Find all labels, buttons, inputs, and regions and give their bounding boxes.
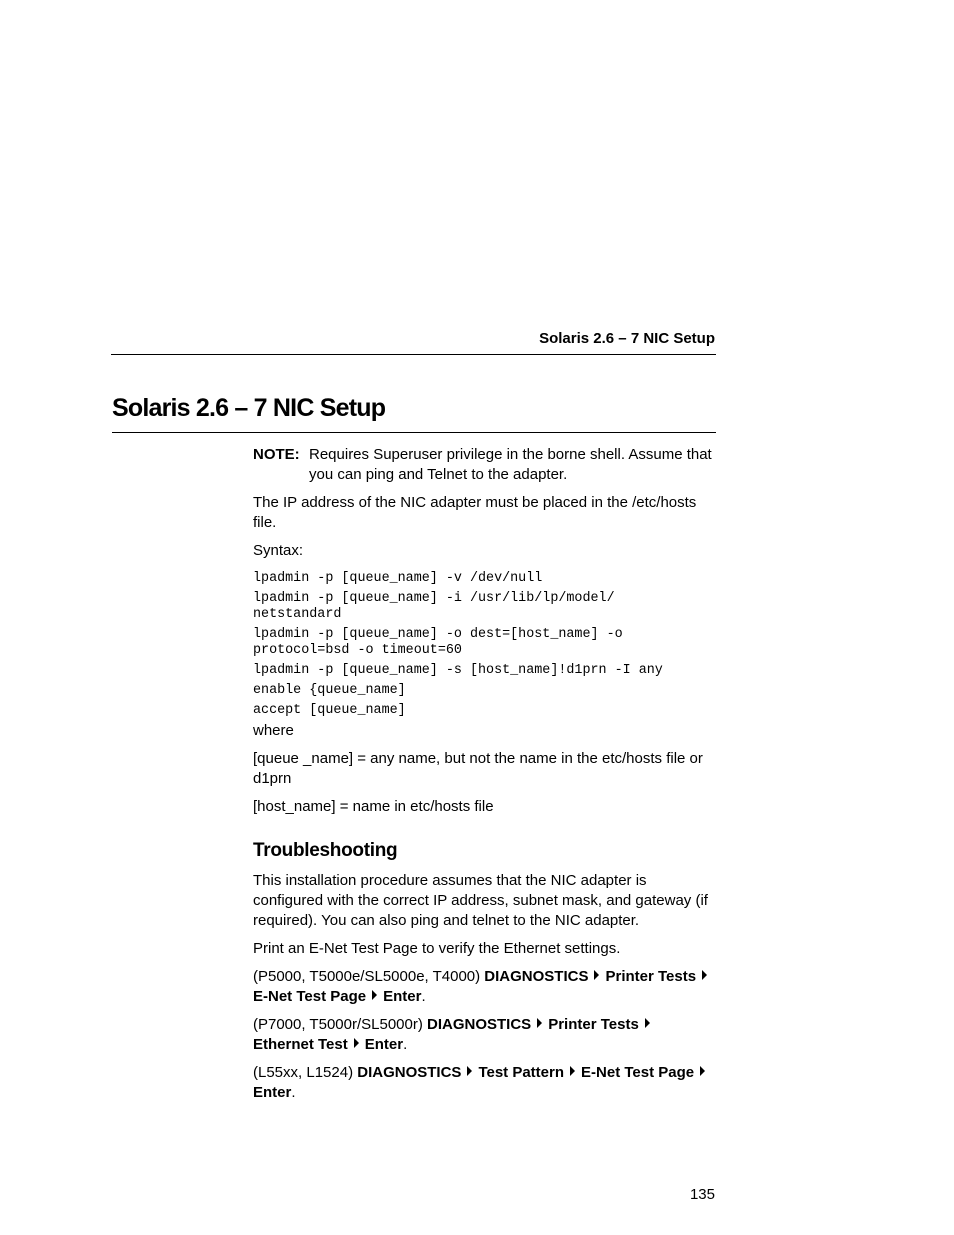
code-line: lpadmin -p [queue_name] -i /usr/lib/lp/model/ netstandard: [253, 591, 615, 622]
menu-step: DIAGNOSTICS: [357, 1064, 462, 1081]
page-title: Solaris 2.6 – 7 NIC Setup: [112, 394, 386, 422]
test-page-paragraph: Print an E-Net Test Page to verify the Ethernet settings.: [253, 940, 621, 957]
code-line: lpadmin -p [queue_name] -s [host_name]!d1prn -I any: [253, 663, 663, 678]
right-triangle-arrow-icon: [700, 1066, 705, 1076]
troubleshooting-heading: Troubleshooting: [253, 840, 398, 861]
right-triangle-arrow-icon: [537, 1018, 542, 1028]
menu-step: E-Net Test Page: [581, 1064, 695, 1081]
period: .: [421, 988, 426, 1005]
note-text: Requires Superuser privilege in the borne shell. Assume that you can ping and Telnet to the adapter.: [309, 446, 712, 483]
menu-path-l55xx: [253, 1063, 716, 1103]
code-line: lpadmin -p [queue_name] -v /dev/null: [253, 571, 543, 586]
menu-path-p5000: [253, 967, 716, 1007]
menu-step: E-Net Test Page: [253, 988, 367, 1005]
models: (P7000, T5000r/SL5000r): [253, 1016, 423, 1033]
syntax-label: Syntax:: [253, 542, 304, 559]
menu-step: Ethernet Test: [253, 1036, 348, 1053]
menu-step: Enter: [253, 1084, 292, 1101]
right-triangle-arrow-icon: [467, 1066, 472, 1076]
note-block: [253, 445, 716, 485]
right-triangle-arrow-icon: [570, 1066, 575, 1076]
right-triangle-arrow-icon: [645, 1018, 650, 1028]
menu-step: Enter: [383, 988, 422, 1005]
right-triangle-arrow-icon: [354, 1038, 359, 1048]
menu-path-p7000: [253, 1015, 716, 1055]
code-line: enable {queue_name]: [253, 683, 406, 698]
models: (L55xx, L1524): [253, 1064, 354, 1081]
body-content: [253, 445, 716, 1111]
where-label: where: [253, 722, 294, 739]
right-triangle-arrow-icon: [594, 970, 599, 980]
header-rule: [111, 354, 716, 355]
period: .: [291, 1084, 296, 1101]
page-number: 135: [689, 1186, 715, 1203]
troubleshooting-paragraph: This installation procedure assumes that the NIC adapter is configured with the correct IP address, subnet mask, and gateway (if required). You can also ping and telnet to the NIC adapter.: [253, 872, 708, 929]
menu-step: DIAGNOSTICS: [484, 968, 589, 985]
code-line: lpadmin -p [queue_name] -o dest=[host_name] -o protocol=bsd -o timeout=60: [253, 627, 623, 658]
menu-step: DIAGNOSTICS: [427, 1016, 532, 1033]
right-triangle-arrow-icon: [702, 970, 707, 980]
title-rule: [112, 432, 716, 433]
menu-step: Printer Tests: [548, 1016, 639, 1033]
menu-step: Enter: [364, 1036, 404, 1053]
definition-queue-name: [queue _name] = any name, but not the name in the etc/hosts file or d1prn: [253, 750, 703, 787]
running-header: Solaris 2.6 – 7 NIC Setup: [539, 330, 715, 347]
definition-host-name: [host_name] = name in etc/hosts file: [253, 798, 494, 815]
note-label: NOTE:: [253, 446, 300, 463]
menu-step: Test Pattern: [478, 1064, 565, 1081]
models: (P5000, T5000e/SL5000e, T4000): [253, 968, 481, 985]
period: .: [403, 1036, 408, 1053]
code-line: accept [queue_name]: [253, 703, 406, 718]
intro-paragraph: The IP address of the NIC adapter must be placed in the /etc/hosts file.: [253, 494, 697, 531]
right-triangle-arrow-icon: [372, 990, 377, 1000]
menu-step: Printer Tests: [605, 968, 697, 985]
